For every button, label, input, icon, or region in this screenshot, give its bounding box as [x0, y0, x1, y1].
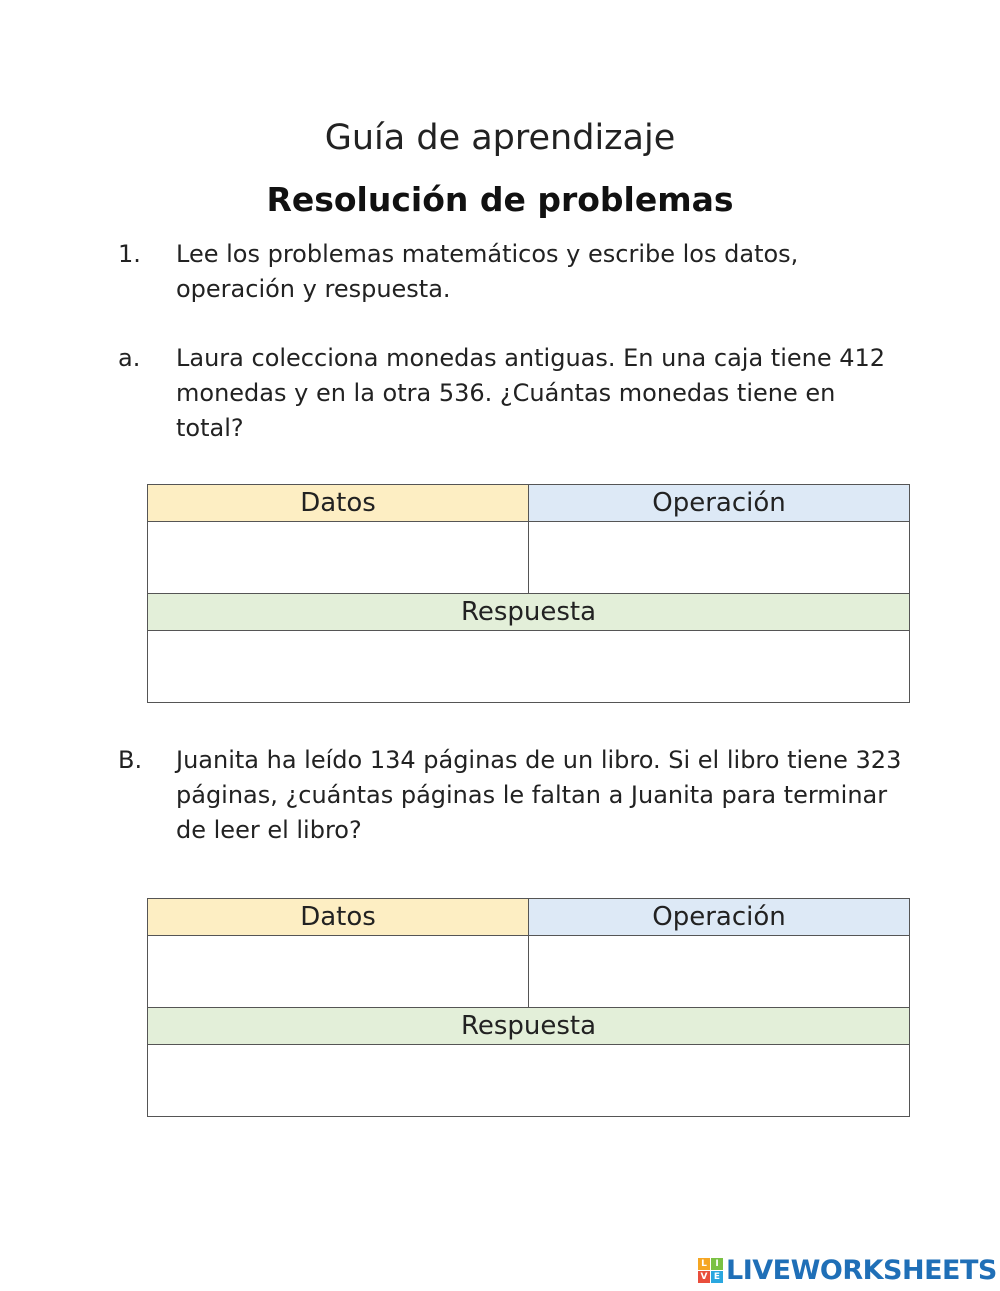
page-title: Guía de aprendizaje	[324, 118, 676, 158]
respuesta-answer-cell[interactable]	[148, 631, 910, 703]
liveworksheets-brand	[698, 1252, 997, 1288]
instruction-text: Lee los problemas matemáticos y escribe los datos, operación y respuesta.	[176, 240, 799, 303]
logo-block: E	[711, 1271, 723, 1283]
logo-block: L	[698, 1258, 710, 1270]
datos-header: Datos	[148, 485, 529, 522]
liveworksheets-wordmark: LIVEWORKSHEETS	[726, 1254, 997, 1286]
operacion-answer-cell[interactable]	[529, 936, 910, 1008]
logo-block: V	[698, 1271, 710, 1283]
respuesta-header: Respuesta	[148, 594, 910, 631]
problem-b-answer-table	[147, 898, 910, 1117]
page-subtitle: Resolución de problemas	[266, 180, 734, 219]
operacion-header: Operación	[529, 899, 910, 936]
logo-block: I	[711, 1258, 723, 1270]
datos-answer-cell[interactable]	[148, 936, 529, 1008]
problem-b-marker: B.	[118, 746, 143, 774]
respuesta-answer-cell[interactable]	[148, 1045, 910, 1117]
datos-header: Datos	[148, 899, 529, 936]
problem-a-text: Laura colecciona monedas antiguas. En una caja tiene 412 monedas y en la otra 536. ¿Cuántas monedas tiene en total?	[176, 344, 886, 442]
respuesta-header: Respuesta	[148, 1008, 910, 1045]
problem-a-answer-table	[147, 484, 910, 703]
liveworksheets-logo-icon	[698, 1258, 723, 1283]
problem-b-text: Juanita ha leído 134 páginas de un libro. Si el libro tiene 323 páginas, ¿cuántas páginas le faltan a Juanita para terminar de leer el libro?	[176, 746, 902, 844]
operacion-answer-cell[interactable]	[529, 522, 910, 594]
instruction-number: 1.	[118, 240, 141, 268]
problem-a-marker: a.	[118, 344, 141, 372]
operacion-header: Operación	[529, 485, 910, 522]
datos-answer-cell[interactable]	[148, 522, 529, 594]
